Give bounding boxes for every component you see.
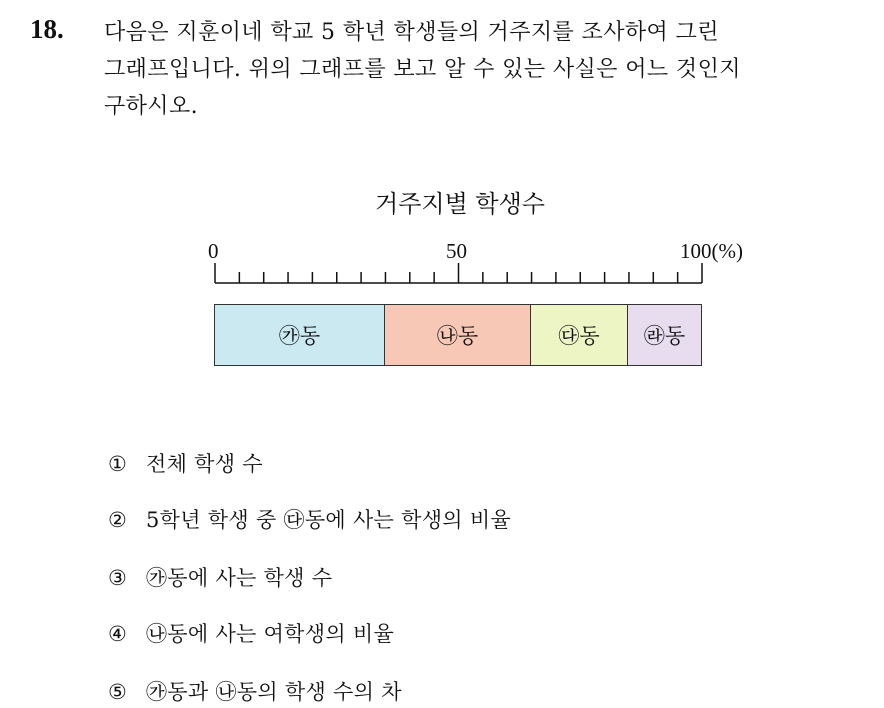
tick-label-0: 0	[208, 239, 219, 263]
bar-segment-label-1: ㉮동	[278, 324, 321, 348]
graph-title: 거주지별 학생수	[375, 190, 545, 218]
bar-segment-label-4: ㉱동	[643, 324, 686, 348]
tick-label-100: 100(%)	[680, 239, 743, 263]
option-4-number: ④	[108, 622, 128, 646]
option-1-number: ①	[108, 452, 128, 476]
option-2-text: 5학년 학생 중 ㉰동에 사는 학생의 비율	[146, 508, 512, 532]
option-3-number: ③	[108, 566, 128, 590]
question-line-3: 구하시오.	[104, 94, 199, 119]
question-number: 18.	[30, 14, 64, 44]
option-3[interactable]	[108, 562, 332, 592]
bar-segment-label-3: ㉰동	[558, 324, 600, 348]
option-5-number: ⑤	[108, 680, 128, 704]
option-5[interactable]	[108, 676, 402, 706]
option-4[interactable]	[108, 618, 394, 648]
bar-segment-1	[215, 305, 385, 365]
question-line-1: 다음은 지훈이네 학교 5 학년 학생들의 거주지를 조사하여 그린	[104, 20, 719, 45]
bar-segment-label-2: ㉯동	[436, 324, 479, 348]
option-2[interactable]	[108, 504, 511, 534]
option-4-text: ㉯동에 사는 여학생의 비율	[146, 622, 395, 646]
tick-label-50: 50	[446, 239, 467, 263]
bar-segment-3	[531, 305, 628, 365]
option-5-text: ㉮동과 ㉯동의 학생 수의 차	[146, 680, 402, 704]
question-line-2: 그래프입니다. 위의 그래프를 보고 알 수 있는 사실은 어느 것인지	[104, 57, 741, 82]
option-1-text: 전체 학생 수	[146, 452, 263, 476]
option-3-text: ㉮동에 사는 학생 수	[146, 566, 333, 590]
option-2-number: ②	[108, 508, 128, 532]
bar-segment-4	[628, 305, 701, 365]
stacked-bar	[214, 304, 702, 366]
bar-segment-2	[385, 305, 531, 365]
option-1[interactable]	[108, 448, 263, 478]
